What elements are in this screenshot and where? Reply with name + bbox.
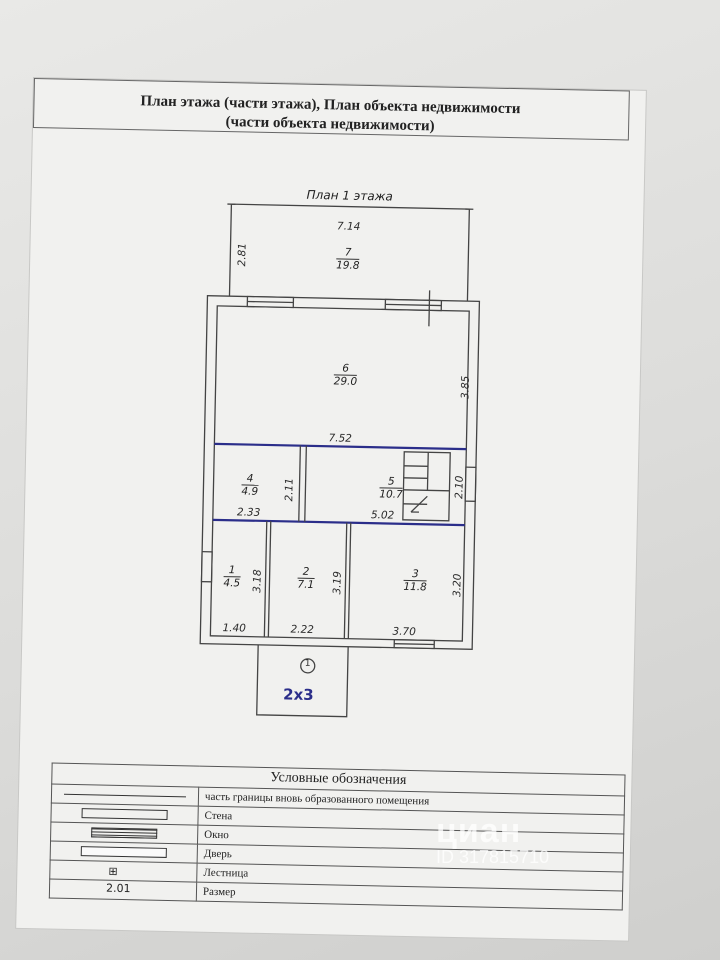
legend-label: Дверь: [197, 844, 623, 872]
dim-row2-height-left: 2.11: [283, 477, 296, 502]
cian-watermark: [436, 812, 549, 868]
room-number: 3: [411, 568, 419, 581]
partition-2-3: [344, 523, 346, 639]
plan-caption: План 1 этажа: [306, 187, 393, 204]
room-5-label: [379, 475, 403, 500]
porch-outline: [257, 645, 348, 717]
watermark-brand: циан: [436, 812, 522, 850]
room-number: 2: [302, 565, 310, 578]
porch-size-handwritten: 2x3: [282, 685, 314, 704]
legend-size-sample: 2.01: [105, 881, 131, 896]
legend-label: Стена: [198, 806, 624, 834]
partition-4-5: [299, 446, 301, 522]
dim-terrace-width: 7.14: [336, 220, 361, 233]
entrance-marker-number: 1: [304, 658, 311, 669]
dim-room5-width: 5.02: [370, 509, 395, 522]
room-area: 19.8: [336, 259, 360, 272]
room-area: 11.8: [403, 580, 427, 594]
watermark-listing-id: ID 317815710: [436, 847, 550, 867]
room-2-label: [297, 566, 314, 591]
window-right: [465, 467, 476, 501]
room-area: 7.1: [297, 578, 315, 591]
room-7-label: [336, 246, 360, 271]
dim-room3-width: 3.70: [392, 625, 416, 639]
window-left: [201, 552, 212, 582]
room-area: 29.0: [333, 375, 358, 388]
room-number: 5: [387, 475, 395, 488]
room-6-label: [334, 362, 358, 387]
legend-label: Окно: [197, 825, 623, 853]
partition-1-2: [264, 521, 266, 637]
dim-room1-height: 3.18: [251, 569, 264, 593]
document-sheet: [16, 78, 646, 941]
dim-room6-depth: 3.85: [459, 375, 472, 400]
room-number: 4: [246, 472, 254, 485]
title-line-1: План этажа (части этажа), План объекта недвижимости: [140, 93, 521, 118]
dim-room2-height: 3.19: [331, 570, 344, 595]
dim-room2-width: 2.22: [290, 623, 315, 636]
title-line-2: (части объекта недвижимости): [225, 114, 435, 135]
legend-title: Условные обозначения: [52, 763, 625, 796]
room-area: 4.9: [241, 485, 259, 498]
room-number: 1: [228, 564, 236, 577]
partition-hall: [214, 444, 466, 449]
dim-room3-height: 3.20: [451, 573, 464, 598]
dim-hall-width: 7.52: [328, 432, 353, 445]
dim-terrace-depth: 2.81: [236, 242, 249, 267]
stair-icon: ⊞: [108, 865, 118, 878]
legend-label: Лестница: [197, 863, 623, 891]
room-area: 4.5: [223, 577, 241, 590]
room-3-label: [403, 568, 427, 593]
room-area: 10.7: [379, 488, 403, 501]
room-number: 6: [342, 362, 350, 375]
staircase: [403, 452, 450, 521]
legend-label: часть границы вновь образованного помещения: [198, 787, 624, 815]
room-number: 7: [344, 246, 352, 259]
dim-row2-height-right: 2.10: [453, 475, 466, 500]
legend-label: Размер: [196, 882, 622, 910]
room-1-label: [223, 564, 240, 589]
room-4-label: [241, 472, 258, 497]
dim-room1-width: 1.40: [222, 622, 247, 635]
legend-symbol-size: [49, 879, 196, 901]
dim-room4-width: 2.33: [236, 506, 261, 519]
